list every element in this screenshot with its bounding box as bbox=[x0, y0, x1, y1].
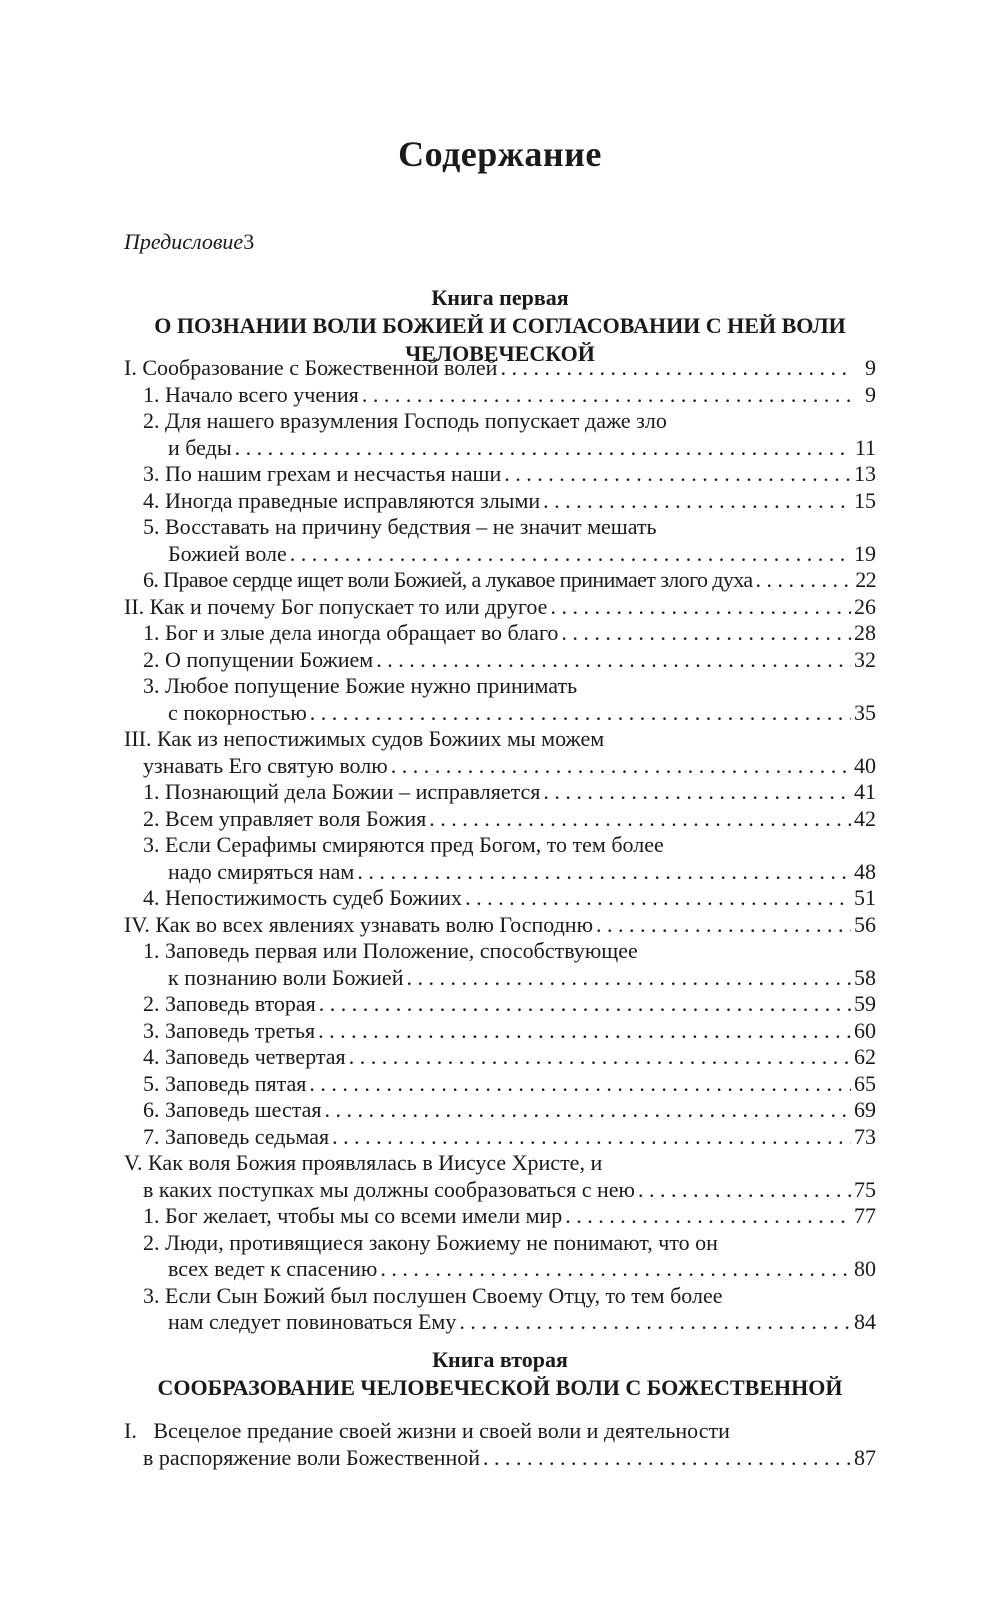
leader-dots bbox=[376, 647, 851, 674]
toc-entry-label: 1. Познающий дела Божии – исправляется bbox=[143, 779, 541, 804]
leader-dots bbox=[309, 1071, 851, 1098]
toc-entry[interactable] bbox=[124, 806, 876, 833]
toc-entry[interactable] bbox=[124, 1124, 876, 1151]
book1-toc bbox=[124, 355, 876, 1336]
toc-entry-label: IV. Как во всех явлениях узнавать волю Господню bbox=[124, 911, 594, 937]
toc-entry-label: в каких поступках мы должны сообразоваться с нею bbox=[143, 1176, 635, 1202]
toc-page-number: 60 bbox=[854, 1017, 876, 1043]
toc-entry-label: 1. Бог желает, чтобы мы со всеми имели мир bbox=[143, 1203, 563, 1228]
toc-entry[interactable] bbox=[124, 753, 876, 780]
toc-entry-line[interactable]: 3. Любое попущение Божие нужно принимать bbox=[143, 673, 578, 698]
leader-dots bbox=[429, 806, 851, 833]
toc-page-number: 11 bbox=[854, 434, 876, 460]
toc-entry[interactable] bbox=[124, 488, 876, 515]
toc-page-number: 59 bbox=[854, 991, 876, 1016]
book1-title: О ПОЗНАНИИ ВОЛИ БОЖИЕЙ И СОГЛАСОВАНИИ С НЕЙ ВОЛИ ЧЕЛОВЕЧЕСКОЙ bbox=[154, 313, 846, 366]
toc-entry[interactable] bbox=[124, 885, 876, 912]
toc-entry-label: 4. Иногда праведные исправляются злыми bbox=[143, 487, 541, 513]
toc-entry[interactable] bbox=[124, 1445, 876, 1472]
leader-dots bbox=[391, 753, 851, 780]
toc-entry-label: надо смиряться нам bbox=[168, 858, 355, 884]
toc-entry[interactable] bbox=[124, 1309, 876, 1336]
toc-page-number: 58 bbox=[854, 964, 876, 990]
toc-page-number: 9 bbox=[865, 381, 876, 407]
toc-page-number: 22 bbox=[855, 567, 876, 592]
toc-entry[interactable] bbox=[124, 620, 876, 647]
toc-page-number: 69 bbox=[854, 1097, 876, 1122]
book2-number: Книга вторая bbox=[432, 1347, 568, 1372]
toc-page-number: 56 bbox=[854, 911, 876, 937]
toc-page-number: 62 bbox=[854, 1044, 876, 1069]
toc-entry-label: 1. Бог и злые дела иногда обращает во благо bbox=[143, 620, 559, 645]
toc-entry-line[interactable]: 3. Если Серафимы смиряются пред Богом, то тем более bbox=[143, 832, 664, 857]
toc-page-number: 87 bbox=[854, 1444, 876, 1470]
toc-page-number: 75 bbox=[854, 1176, 876, 1202]
leader-dots bbox=[319, 991, 851, 1018]
leader-dots bbox=[565, 1203, 851, 1230]
toc-entry-label: 6. Заповедь шестая bbox=[143, 1097, 322, 1122]
leader-dots bbox=[638, 1177, 851, 1204]
leader-dots bbox=[596, 912, 851, 939]
toc-entry-line[interactable]: I. Всецелое предание своей жизни и своей воли и деятельности bbox=[124, 1418, 730, 1443]
leader-dots bbox=[483, 1445, 851, 1472]
toc-entry-line[interactable]: 5. Восставать на причину бедствия – не значит мешать bbox=[143, 514, 657, 539]
leader-dots bbox=[504, 461, 851, 488]
toc-page-number: 32 bbox=[854, 646, 876, 672]
leader-dots bbox=[349, 1044, 851, 1071]
toc-entry[interactable] bbox=[124, 567, 876, 594]
toc-entry-line[interactable]: 2. Люди, противящиеся закону Божиему не понимают, что он bbox=[143, 1229, 718, 1255]
toc-page-number: 9 bbox=[865, 355, 876, 380]
page-title: Содержание bbox=[398, 134, 602, 174]
toc-entry-line[interactable]: 1. Заповедь первая или Положение, способствующее bbox=[143, 938, 638, 963]
toc-entry-preface[interactable] bbox=[124, 228, 876, 255]
leader-dots bbox=[543, 488, 851, 515]
book1-number: Книга первая bbox=[431, 285, 569, 310]
toc-entry[interactable] bbox=[124, 594, 876, 621]
book2-heading bbox=[0, 1346, 1000, 1402]
toc-page-number: 19 bbox=[854, 540, 876, 566]
toc-entry-label: к познанию воли Божией bbox=[168, 964, 404, 990]
toc-entry[interactable] bbox=[124, 991, 876, 1018]
toc-entry-label: узнавать Его святую волю bbox=[143, 752, 388, 778]
book2-title: СООБРАЗОВАНИЕ ЧЕЛОВЕЧЕСКОЙ ВОЛИ С БОЖЕСТВЕННОЙ bbox=[157, 1375, 843, 1400]
toc-entry[interactable] bbox=[124, 1177, 876, 1204]
toc-entry-line[interactable]: 2. Для нашего вразумления Господь попускает даже зло bbox=[143, 408, 667, 433]
toc-entry-label: нам следует повиноваться Ему bbox=[168, 1309, 457, 1334]
toc-entry-label: Божией воле bbox=[168, 540, 287, 566]
toc-entry-label: 5. Заповедь пятая bbox=[143, 1070, 307, 1096]
toc-entry-label: 7. Заповедь седьмая bbox=[143, 1123, 330, 1149]
toc-entry[interactable] bbox=[124, 779, 876, 806]
toc-entry[interactable] bbox=[124, 859, 876, 886]
toc-page-number: 3 bbox=[243, 229, 255, 254]
toc-page-number: 84 bbox=[854, 1309, 876, 1334]
toc-page-number: 48 bbox=[854, 858, 876, 884]
leader-dots bbox=[459, 1309, 851, 1336]
toc-page-number: 15 bbox=[854, 487, 876, 513]
toc-page-number: 35 bbox=[854, 699, 876, 725]
toc-entry-label: всех ведет к спасению bbox=[168, 1256, 378, 1281]
leader-dots bbox=[362, 382, 851, 409]
toc-page-number: 26 bbox=[854, 593, 876, 619]
toc-entry-line[interactable]: 3. Если Сын Божий был послушен Своему Отцу, то тем более bbox=[143, 1282, 723, 1308]
toc-page-number: 41 bbox=[854, 779, 876, 804]
toc-entry-label: Предисловие bbox=[124, 229, 244, 254]
toc-entry-line[interactable]: III. Как из непостижимых судов Божиих мы можем bbox=[124, 726, 605, 751]
toc-page-number: 65 bbox=[854, 1070, 876, 1096]
toc-entry-line[interactable]: V. Как воля Божия проявлялась в Иисусе Христе, и bbox=[124, 1150, 603, 1175]
leader-dots bbox=[406, 965, 851, 992]
toc-entry-label: и беды bbox=[168, 434, 232, 460]
toc-entry[interactable] bbox=[124, 1097, 876, 1124]
toc-entry[interactable] bbox=[124, 382, 876, 409]
toc-entry[interactable] bbox=[124, 461, 876, 488]
leader-dots bbox=[380, 1256, 851, 1283]
toc-entry[interactable] bbox=[124, 965, 876, 992]
leader-dots bbox=[543, 779, 851, 806]
toc-entry[interactable] bbox=[124, 700, 876, 727]
toc-entry-label: 4. Заповедь четвертая bbox=[143, 1044, 346, 1069]
toc-page-number: 40 bbox=[854, 752, 876, 778]
leader-dots bbox=[332, 1124, 851, 1151]
toc-entry[interactable] bbox=[124, 1044, 876, 1071]
toc-entry[interactable] bbox=[124, 435, 876, 462]
toc-entry-label: II. Как и почему Бог попускает то или другое bbox=[124, 593, 548, 619]
toc-entry[interactable] bbox=[124, 1018, 876, 1045]
toc-entry-label: 2. Всем управляет воля Божия bbox=[143, 805, 427, 831]
leader-dots bbox=[756, 567, 851, 594]
toc-entry-label: 3. По нашим грехам и несчастья наши bbox=[143, 461, 502, 486]
toc-page-number: 42 bbox=[854, 805, 876, 831]
toc-entry-label: 3. Заповедь третья bbox=[143, 1017, 316, 1043]
leader-dots bbox=[310, 700, 851, 727]
toc-entry[interactable] bbox=[124, 541, 876, 568]
book2-toc bbox=[124, 1418, 876, 1471]
leader-dots bbox=[325, 1097, 851, 1124]
leader-dots bbox=[500, 355, 851, 382]
leader-dots bbox=[465, 885, 851, 912]
toc-entry[interactable] bbox=[124, 355, 876, 382]
toc-page-number: 28 bbox=[854, 620, 876, 645]
toc-entry-label: в распоряжение воли Божественной bbox=[143, 1444, 481, 1470]
leader-dots bbox=[318, 1018, 851, 1045]
toc-entry-label: 2. Заповедь вторая bbox=[143, 991, 316, 1016]
leader-dots bbox=[550, 594, 851, 621]
toc-entry[interactable] bbox=[124, 912, 876, 939]
toc-entry-label: I. Сообразование с Божественной волей bbox=[124, 355, 498, 380]
toc-page-number: 80 bbox=[854, 1256, 876, 1281]
leader-dots bbox=[357, 859, 851, 886]
toc-entry-label: 2. О попущении Божием bbox=[143, 646, 374, 672]
toc-entry[interactable] bbox=[124, 647, 876, 674]
toc-page-number: 51 bbox=[854, 885, 876, 910]
toc-entry-label: 1. Начало всего учения bbox=[143, 381, 359, 407]
toc-page-number: 13 bbox=[854, 461, 876, 486]
toc-page-number: 77 bbox=[854, 1203, 876, 1228]
toc-entry[interactable] bbox=[124, 1203, 876, 1230]
leader-dots bbox=[561, 620, 851, 647]
toc-entry-label: 6. Правое сердце ищет воли Божией, а лукавое принимает злого духа bbox=[143, 567, 753, 592]
toc-page-number: 73 bbox=[854, 1123, 876, 1149]
leader-dots bbox=[290, 541, 851, 568]
toc-entry[interactable] bbox=[124, 1071, 876, 1098]
leader-dots bbox=[235, 435, 851, 462]
toc-entry-label: с покорностью bbox=[168, 699, 307, 725]
toc-entry[interactable] bbox=[124, 1256, 876, 1283]
toc-entry-label: 4. Непостижимость судеб Божиих bbox=[143, 885, 463, 910]
